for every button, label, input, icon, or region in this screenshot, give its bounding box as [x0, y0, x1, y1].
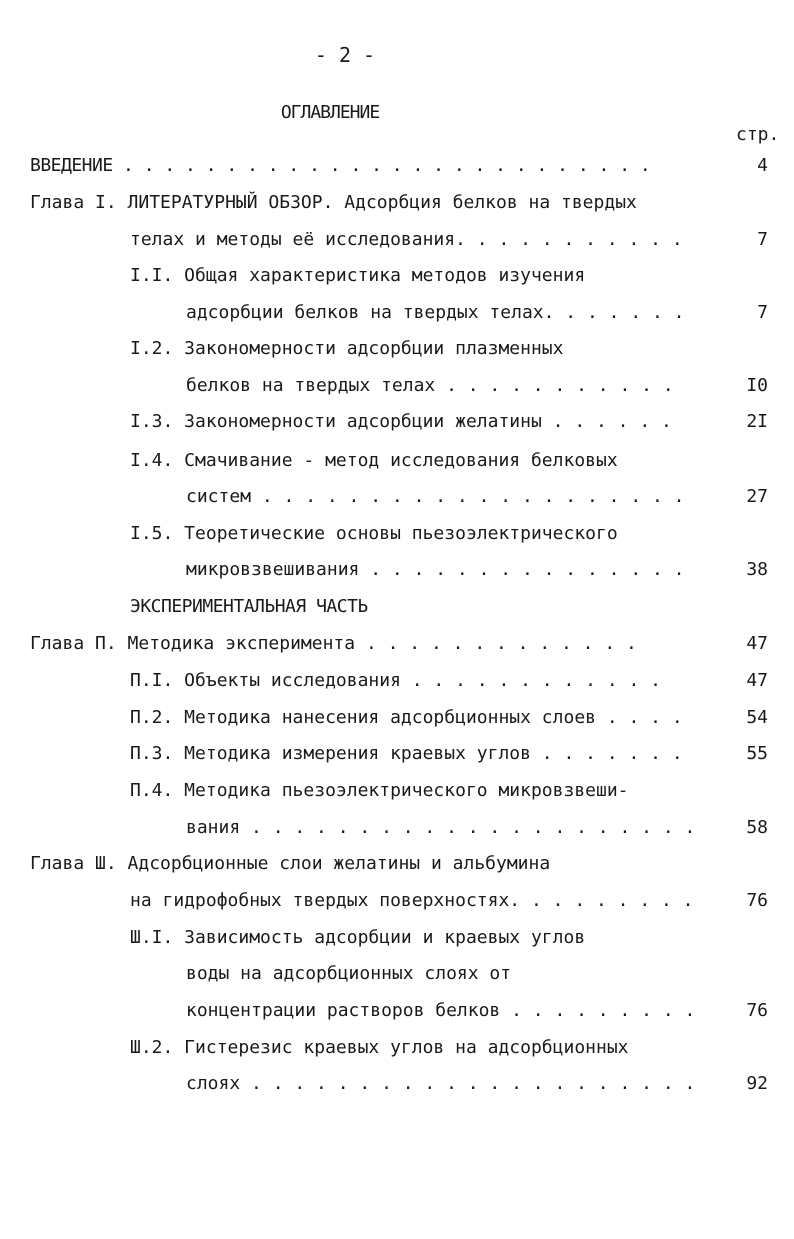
toc-entry-page: 47	[746, 633, 768, 654]
toc-entry	[0, 1036, 794, 1060]
toc-entry	[0, 926, 794, 950]
toc-entry-text: П.3. Методика измерения краевых углов . . . . . . .	[130, 743, 683, 764]
toc-entry	[0, 301, 794, 325]
toc-entry-text: на гидрофобных твердых поверхностях. . . . . . . . .	[130, 890, 694, 911]
toc-entry	[0, 852, 794, 876]
toc-entry	[0, 669, 794, 693]
toc-entry	[0, 1072, 794, 1096]
toc-entry	[0, 558, 794, 582]
toc-entry-page: 54	[746, 707, 768, 728]
toc-entry-text: I.4. Смачивание - метод исследования белковых	[130, 450, 618, 471]
toc-entry-text: концентрации растворов белков . . . . . . . . .	[186, 1000, 696, 1021]
toc-entry-text: телах и методы её исследования. . . . . . . . . . .	[130, 229, 683, 250]
toc-entry-text: I.3. Закономерности адсорбции желатины . . . . . .	[130, 411, 672, 432]
toc-entry-text: П.I. Объекты исследования . . . . . . . . . . . .	[130, 670, 662, 691]
toc-entry-text: систем . . . . . . . . . . . . . . . . . . . .	[186, 486, 685, 507]
toc-entry-page: I0	[746, 375, 768, 396]
toc-entry-text: вания . . . . . . . . . . . . . . . . . . . . .	[186, 817, 696, 838]
toc-entry-text: Ш.I. Зависимость адсорбции и краевых углов	[130, 927, 586, 948]
toc-entry	[0, 449, 794, 473]
toc-entry-page: 58	[746, 817, 768, 838]
toc-entry-page: 7	[757, 229, 768, 250]
toc-entry-text: Ш.2. Гистерезис краевых углов на адсорбционных	[130, 1037, 629, 1058]
toc-entry-text: I.I. Общая характеристика методов изучения	[130, 265, 586, 286]
toc-entry	[0, 154, 794, 178]
toc-entry-text: микровзвешивания . . . . . . . . . . . . . . .	[186, 559, 685, 580]
toc-entry-text: П.4. Методика пьезоэлектрического микровзвеши-	[130, 780, 629, 801]
toc-entry-text: адсорбции белков на твердых телах. . . . . . .	[186, 302, 685, 323]
page-number: - 2 -	[314, 43, 376, 67]
toc-entry	[0, 962, 794, 986]
toc-title: ОГЛАВЛЕНИЕ	[280, 102, 380, 123]
toc-entry	[0, 264, 794, 288]
toc-entry	[0, 191, 794, 215]
toc-entry	[0, 228, 794, 252]
toc-entry-text: слоях . . . . . . . . . . . . . . . . . . . . .	[186, 1073, 696, 1094]
toc-entry-page: 47	[746, 670, 768, 691]
toc-entry-page: 7	[757, 302, 768, 323]
toc-entry-page: 55	[746, 743, 768, 764]
toc-entry-text: П.2. Методика нанесения адсорбционных слоев . . . .	[130, 707, 683, 728]
toc-entry	[0, 742, 794, 766]
toc-entry-text: I.2. Закономерности адсорбции плазменных	[130, 338, 564, 359]
toc-entry-page: 76	[746, 1000, 768, 1021]
toc-entry-page: 76	[746, 890, 768, 911]
toc-entry-text: I.5. Теоретические основы пьезоэлектрического	[130, 523, 618, 544]
toc-entry-page: 4	[757, 155, 768, 176]
toc-entry	[0, 374, 794, 398]
toc-entry	[0, 706, 794, 730]
toc-section-heading	[0, 595, 794, 619]
toc-entry-page: 38	[746, 559, 768, 580]
toc-entry-text: ЭКСПЕРИМЕНТАЛЬНАЯ ЧАСТЬ	[130, 596, 368, 617]
toc-entry-text: ВВЕДЕНИЕ . . . . . . . . . . . . . . . . . . . . . . . . . .	[30, 155, 651, 176]
page-column-label: стр.	[736, 124, 780, 145]
toc-entry	[0, 485, 794, 509]
toc-entry-text: Глава I. ЛИТЕРАТУРНЫЙ ОБЗОР. Адсорбция белков на твердых	[30, 192, 637, 213]
toc-entry	[0, 999, 794, 1023]
toc-entry	[0, 337, 794, 361]
toc-entry	[0, 522, 794, 546]
toc-entry	[0, 889, 794, 913]
toc-entry-text: Глава Ш. Адсорбционные слои желатины и альбумина	[30, 853, 551, 874]
toc-entry	[0, 816, 794, 840]
toc-entry-text: Глава П. Методика эксперимента . . . . . . . . . . . . .	[30, 633, 637, 654]
toc-entry-text: воды на адсорбционных слоях от	[186, 963, 512, 984]
toc-entry-page: 2I	[746, 411, 768, 432]
toc-entry	[0, 410, 794, 434]
toc-entry	[0, 779, 794, 803]
toc-entry-page: 92	[746, 1073, 768, 1094]
toc-entry	[0, 632, 794, 656]
toc-entry-text: белков на твердых телах . . . . . . . . . . .	[186, 375, 674, 396]
toc-entry-page: 27	[746, 486, 768, 507]
